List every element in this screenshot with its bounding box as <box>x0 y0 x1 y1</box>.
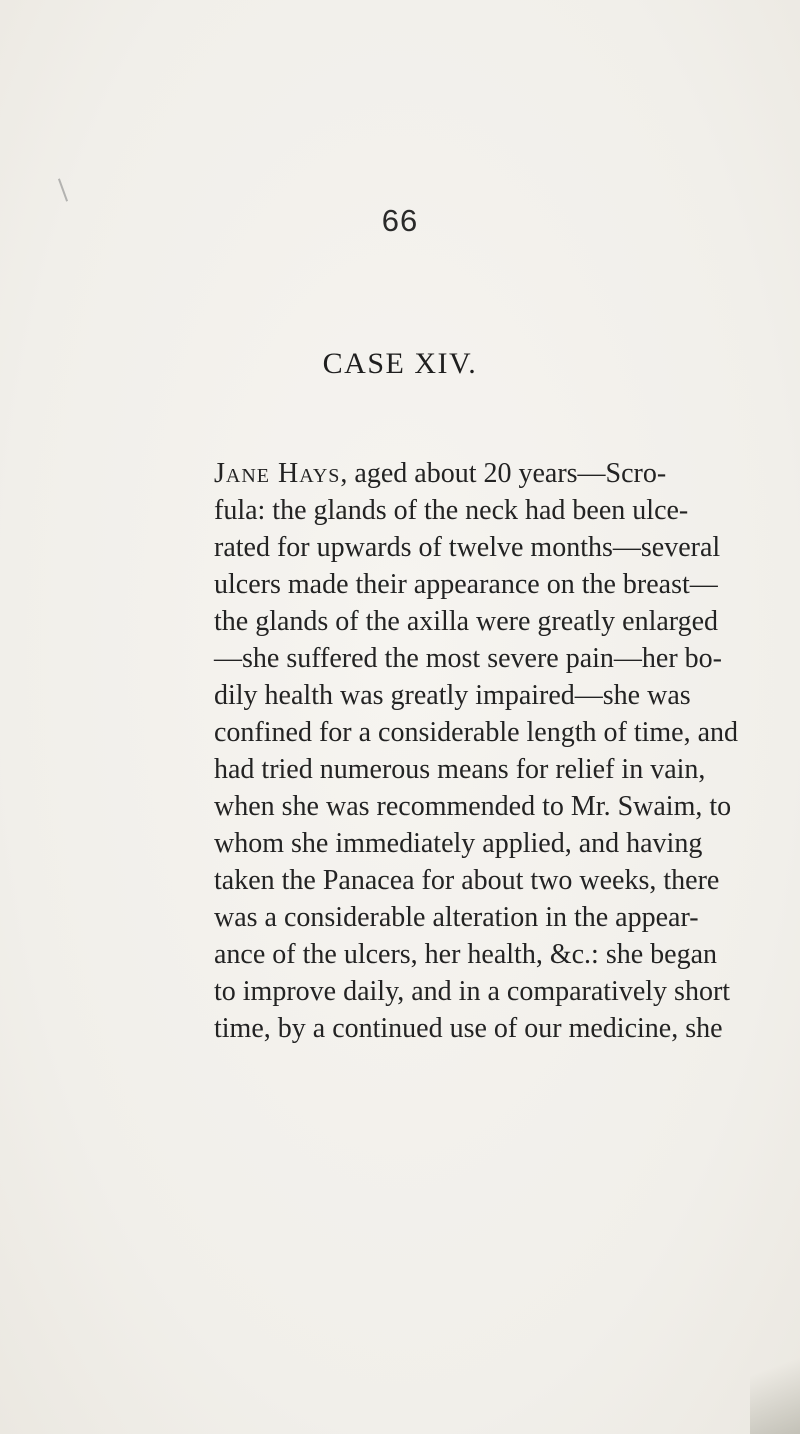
text-line: ance of the ulcers, her health, &c.: she began <box>214 939 718 970</box>
page-number: 66 <box>381 203 419 238</box>
text-line: to improve daily, and in a comparatively short <box>214 976 731 1007</box>
text-line: when she was recommended to Mr. Swaim, to <box>214 791 732 822</box>
text-line: whom she immediately applied, and having <box>214 828 703 859</box>
text-line: was a considerable alteration in the appear- <box>214 902 699 933</box>
text-line: rated for upwards of twelve months—several <box>214 532 721 563</box>
text-line: confined for a considerable length of time, and <box>214 717 739 748</box>
text-line: —she suffered the most severe pain—her bo- <box>214 643 722 674</box>
text-line: time, by a continued use of our medicine, she <box>214 1013 723 1044</box>
patient-name: Jane Hays <box>214 458 341 489</box>
text-line: the glands of the axilla were greatly enlarged <box>214 606 719 637</box>
text-line: taken the Panacea for about two weeks, there <box>214 865 720 896</box>
body-text <box>214 455 739 1047</box>
text-line: had tried numerous means for relief in vain, <box>214 754 706 785</box>
page-corner-shadow <box>750 1324 800 1434</box>
opening-rest: , aged about 20 years—Scro- <box>340 458 667 489</box>
case-title: CASE XIV. <box>322 347 478 380</box>
margin-mark <box>58 178 68 201</box>
text-line: ulcers made their appearance on the breast— <box>214 569 718 600</box>
text-line-1 <box>214 455 667 492</box>
text-line: fula: the glands of the neck had been ulce- <box>214 495 689 526</box>
text-line: dily health was greatly impaired—she was <box>214 680 691 711</box>
